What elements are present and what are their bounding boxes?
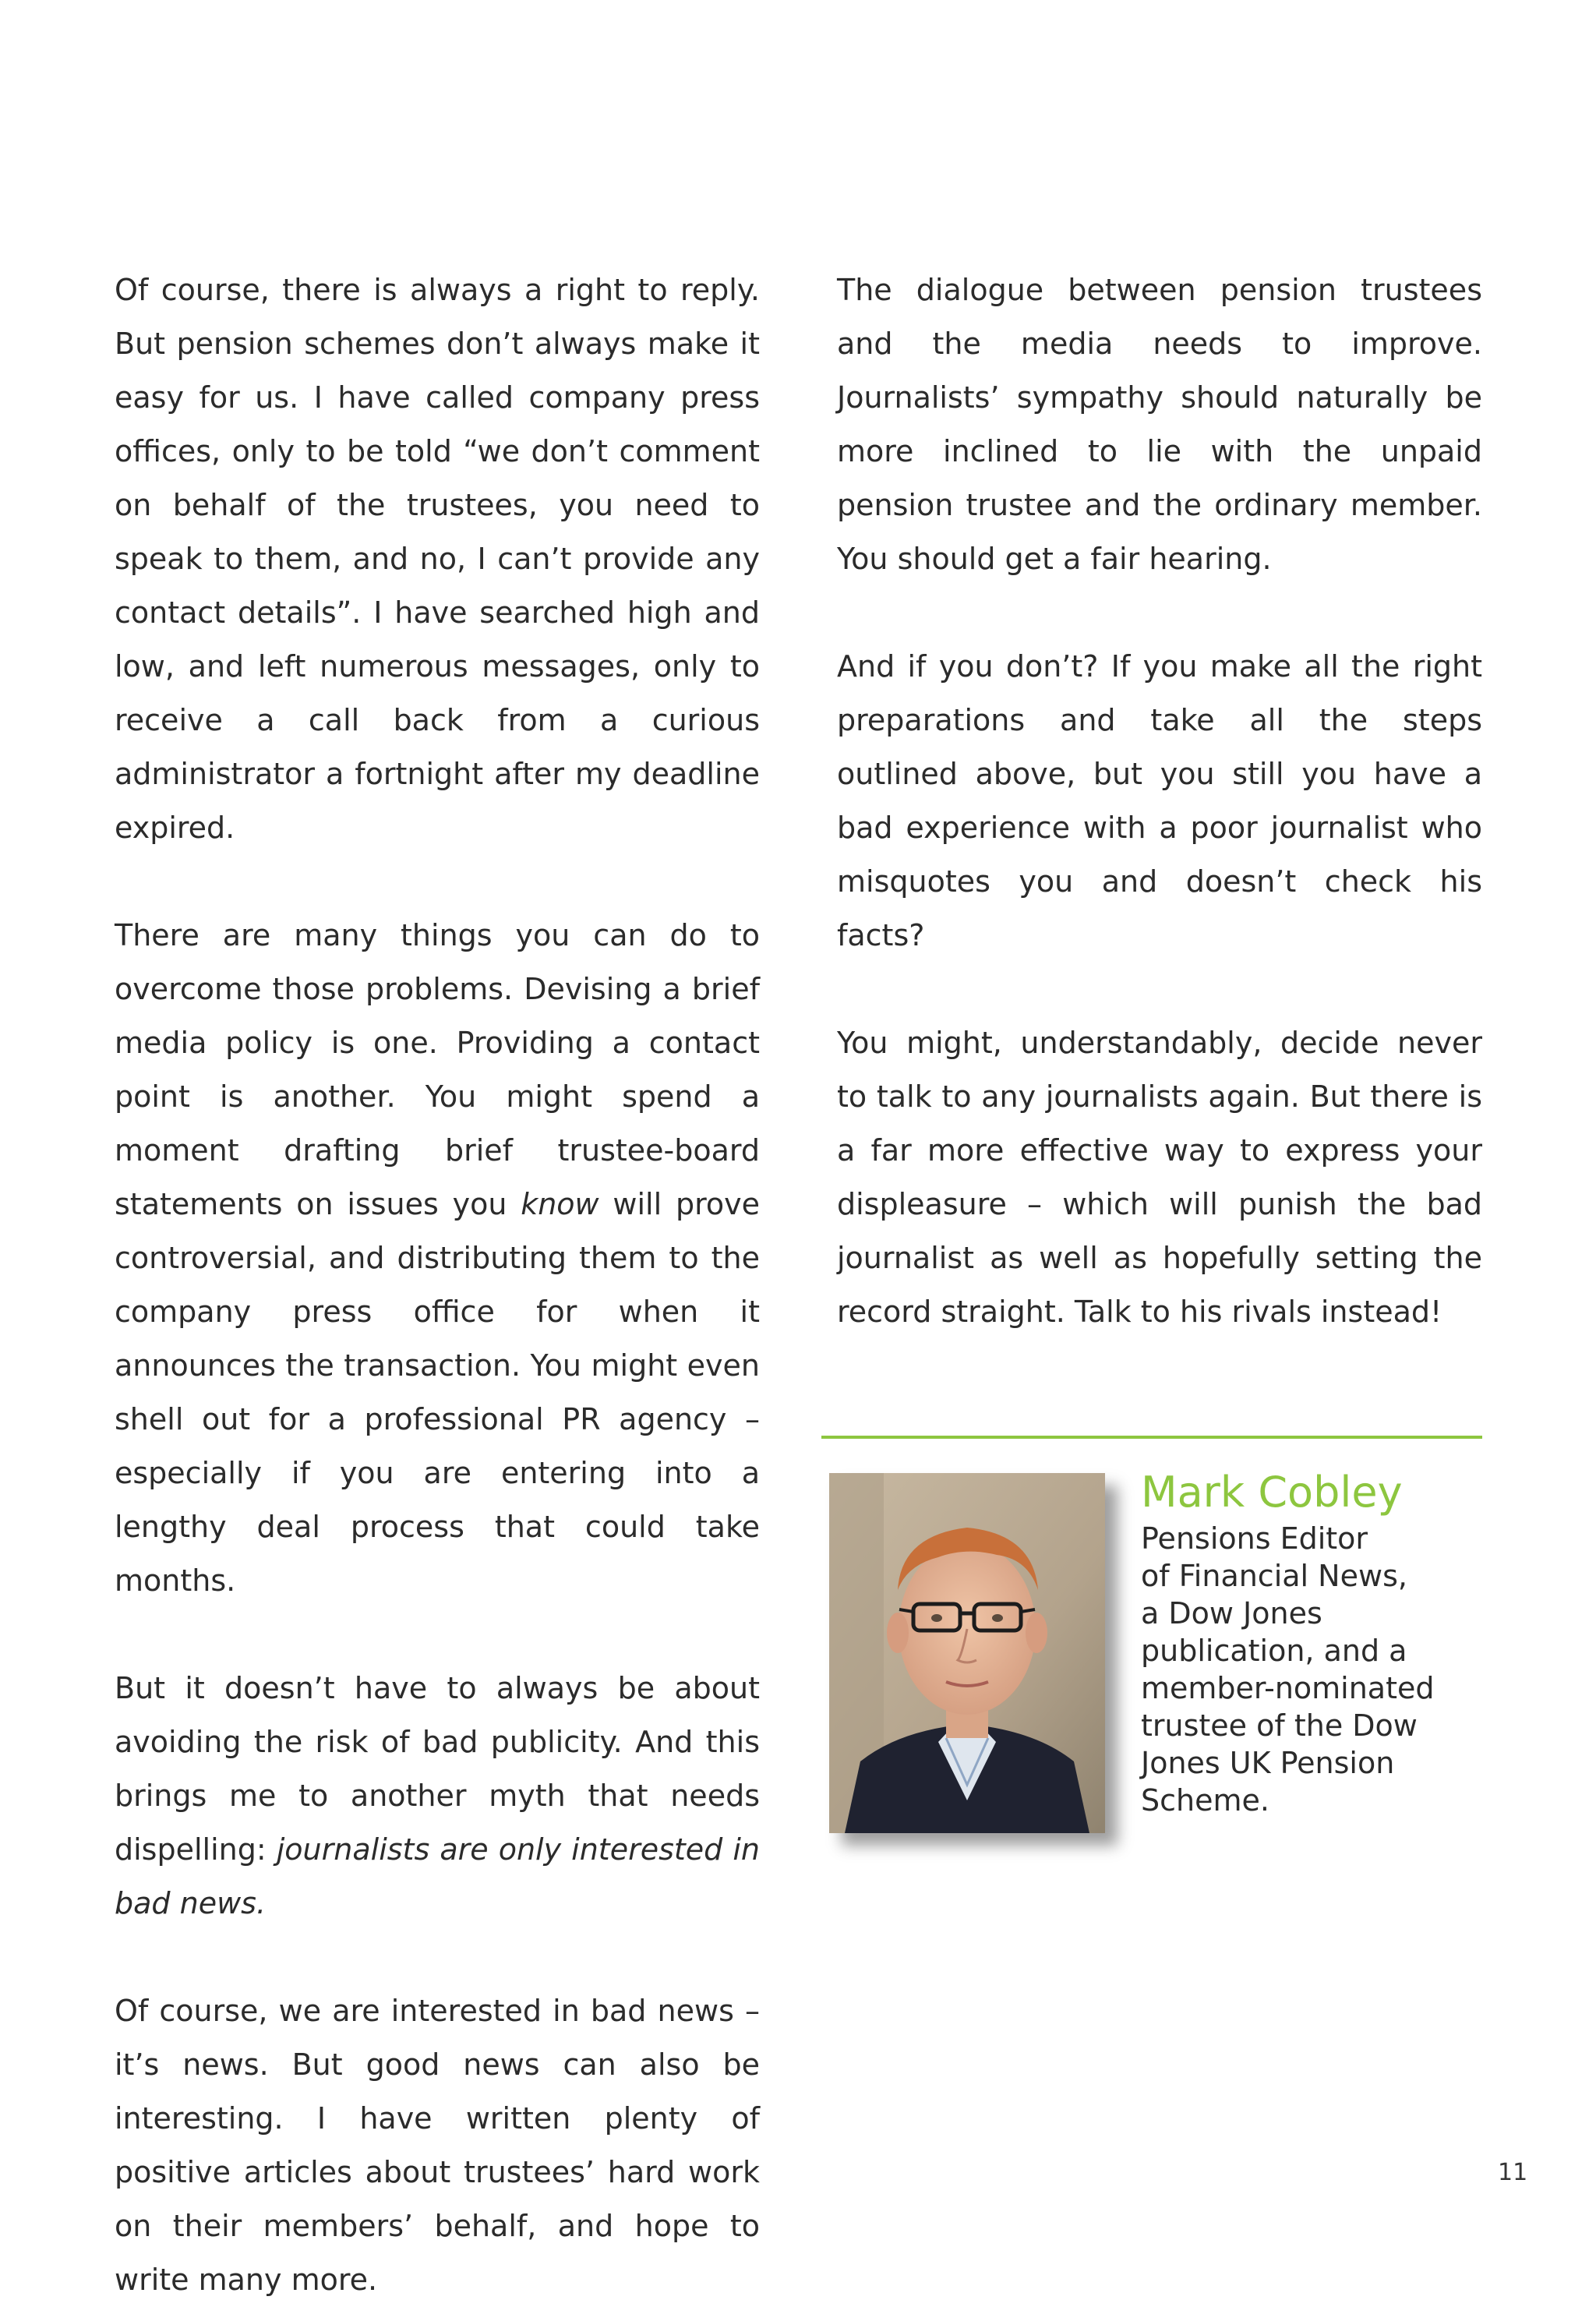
right-paragraph-1: The dialogue between pension trustees and the media needs to improve. Journalists’ sympathy should naturally be more inclined to lie with the unpaid pension trustee and the ordinary member. You should get a fair hearing. bbox=[837, 273, 1482, 576]
right-column bbox=[837, 263, 1482, 1339]
author-bio-line: member-nominated bbox=[1141, 1671, 1435, 1705]
author-photo bbox=[829, 1473, 1105, 1833]
portrait-image bbox=[829, 1473, 1105, 1833]
left-paragraph-4: Of course, we are interested in bad news – it’s news. But good news can also be interesting. I have written plenty of positive articles about trustees’ hard work on their members’ behalf, and hope to write many more. bbox=[115, 1994, 760, 2297]
right-paragraph-3: You might, understandably, decide never to talk to any journalists again. But there is a far more effective way to express your displeasure – which will punish the bad journalist as well as hopefully setting the record straight. Talk to his rivals instead! bbox=[837, 1026, 1482, 1329]
author-bio bbox=[1141, 1467, 1484, 1819]
left-column bbox=[115, 263, 760, 2307]
left-paragraph-1: Of course, there is always a right to reply. But pension schemes don’t always make it easy for us. I have called company press offices, only to be told “we don’t comment on behalf of the trustees, you need to speak to them, and no, I can’t provide any contact details”. I have searched high and low, and left numerous messages, only to receive a call back from a curious administrator a fortnight after my deadline expired. bbox=[115, 273, 760, 845]
left-paragraph-2-emphasis: know bbox=[521, 1187, 599, 1221]
author-bio-line: of Financial News, bbox=[1141, 1559, 1407, 1593]
left-paragraph-3-emphasis: journalists are only interested in bad news. bbox=[115, 1832, 760, 1920]
author-bio-line: a Dow Jones bbox=[1141, 1596, 1322, 1630]
author-bio-line: Jones UK Pension bbox=[1141, 1746, 1395, 1780]
green-divider bbox=[821, 1436, 1482, 1439]
right-paragraph-2: And if you don’t? If you make all the right preparations and take all the steps outlined above, but you still you have a bad experience with a poor journalist who misquotes you and doesn’t check his facts? bbox=[837, 649, 1482, 952]
left-paragraph-2-part-a: There are many things you can do to overcome those problems. Devising a brief media policy is one. Providing a contact point is another. You might spend a moment drafting brief trustee-board statements on issues you bbox=[115, 918, 760, 1221]
left-paragraph-3 bbox=[115, 1662, 760, 1931]
left-paragraph-3-part-a: But it doesn’t have to always be about avoiding the risk of bad publicity. And this brings me to another myth that needs dispelling: bbox=[115, 1671, 760, 1867]
author-bio-line: publication, and a bbox=[1141, 1634, 1407, 1668]
left-paragraph-2-part-b: will prove controversial, and distributing them to the company press office for when it announces the transaction. You might even shell out for a professional PR agency – especially if you are entering into a lengthy deal process that could take months. bbox=[115, 1187, 760, 1598]
author-bio-line: trustee of the Dow bbox=[1141, 1708, 1418, 1743]
author-name: Mark Cobley bbox=[1141, 1468, 1403, 1517]
author-bio-line: Pensions Editor bbox=[1141, 1521, 1368, 1556]
left-paragraph-2 bbox=[115, 909, 760, 1608]
author-bio-line: Scheme. bbox=[1141, 1783, 1269, 1818]
page-number: 11 bbox=[1498, 2159, 1528, 2186]
